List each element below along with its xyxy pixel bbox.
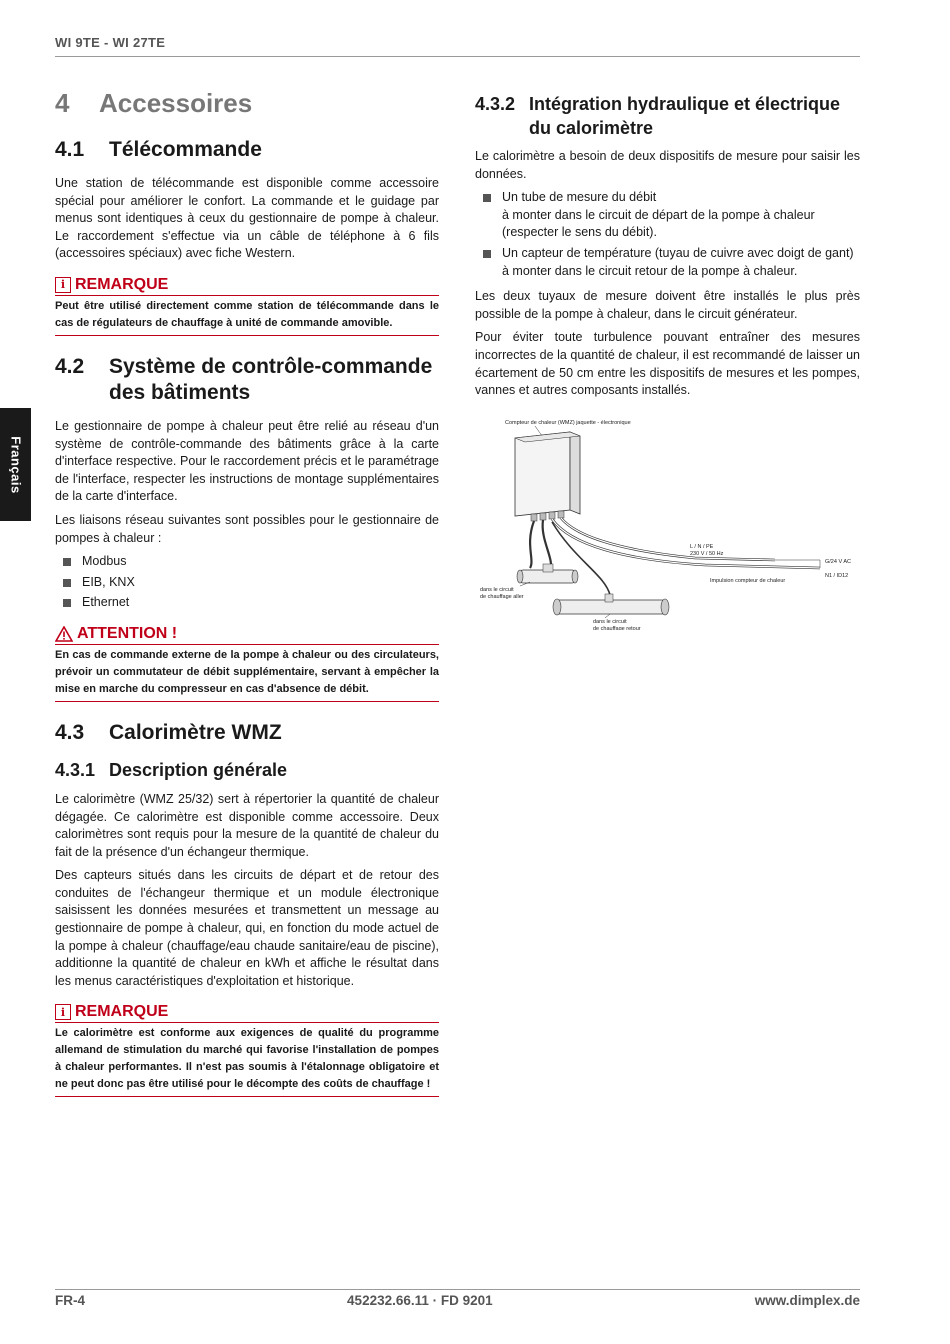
chapter-title: Accessoires — [99, 88, 253, 118]
square-bullet-icon — [483, 194, 491, 202]
info-icon: i — [55, 1004, 71, 1020]
note-text: Peut être utilisé directement comme station de télécommande dans le cas de régulateurs de chauffage à unité de commande amovible. — [55, 295, 439, 336]
footer-website: www.dimplex.de — [754, 1293, 860, 1308]
section-title: Télécommande — [109, 138, 262, 161]
paragraph: Une station de télécommande est disponible comme accessoire spécial pour améliorer le confort. La commande et le guidage par menus sont identiques à ceux du gestionnaire de pompe à chaleur. Le raccordement s'effectue via un câble de téléphone à 6 fils (accessoires spéciaux) avec fiche Western. — [55, 176, 439, 261]
page-footer — [55, 1289, 860, 1308]
device-list — [475, 189, 860, 280]
square-bullet-icon — [63, 599, 71, 607]
section-4-3-2-heading — [475, 92, 860, 140]
heat-meter-illustration — [475, 410, 860, 630]
info-icon: i — [55, 277, 71, 293]
page-header — [55, 34, 860, 57]
section-4-3-heading — [55, 720, 439, 746]
section-title: Calorimètre WMZ — [109, 720, 282, 744]
square-bullet-icon — [63, 558, 71, 566]
section-number: 4.1 — [55, 138, 85, 161]
subsection-title: Intégration hydraulique et électrique du calorimètre — [529, 94, 841, 138]
note-box — [55, 275, 439, 336]
paragraph: Des capteurs situés dans les circuits de départ et de retour des conduites de l'échangeur thermique et un module électronique saisissent les données mesurées et transmettent un message au gestionnaire de pompe à chaleur, qui, en fonction du mode actuel de la pompe à chaleur (chauffage/eau chaude sanitaire/eau de piscine), additionne la quantité de chaleur en kWh et affiche le résultat dans les menus caractéristiques d'exploitation et historique. — [55, 868, 439, 988]
subsection-title: Description générale — [109, 759, 288, 780]
diagram-label-n1: N1 / ID12 — [825, 572, 849, 579]
subsection-number: 4.3.2 — [475, 94, 516, 114]
list-item: Modbus — [55, 553, 439, 571]
header-title: WI 9TE - WI 27TE — [55, 35, 166, 50]
language-tab-label: Français — [8, 435, 23, 494]
warning-label: ATTENTION ! — [77, 624, 178, 642]
language-tab — [0, 408, 31, 521]
list-item: Un capteur de température (tuyau de cuivre avec doigt de gant) à monter dans le circuit retour de la pompe à chaleur. — [475, 245, 860, 280]
square-bullet-icon — [63, 579, 71, 587]
section-4-1-heading — [55, 137, 439, 163]
section-4-2-heading — [55, 354, 439, 406]
square-bullet-icon — [483, 250, 491, 258]
chapter-number: 4 — [55, 88, 70, 118]
diagram-label-impulse: Impulsion compteur de chaleur — [710, 577, 786, 584]
diagram-label-lnpe: L / N / PE — [690, 543, 714, 550]
section-number: 4.3 — [55, 720, 85, 744]
diagram-label-voltage: 230 V / 50 Hz — [690, 550, 724, 557]
note-text: Le calorimètre est conforme aux exigences de qualité du programme allemand de stimulation du marché qui favorise l'installation de pompes à chaleur performantes. Il n'est pas soumis à l'étalonnage obligatoire et ne peut donc pas être utilisé pour le décompte des coûts de chauffage ! — [55, 1022, 439, 1097]
note-box — [55, 1002, 439, 1097]
list-item: EIB, KNX — [55, 574, 439, 592]
paragraph: Pour éviter toute turbulence pouvant entraîner des mesures incorrectes de la quantité de chaleur, il est recommandé de laisser un écartement de 50 cm entre les dispositifs de mesures et les pompes, vannes et autres composants installés. — [475, 330, 860, 398]
warning-box — [55, 624, 439, 702]
heat-meter-diagram — [475, 410, 860, 630]
diagram-label-g24: G/24 V AC — [825, 558, 851, 565]
section-number: 4.2 — [55, 354, 85, 378]
diagram-label-aller-1: dans le circuit — [480, 586, 514, 593]
note-label: REMARQUE — [75, 275, 169, 293]
warning-triangle-icon — [55, 626, 73, 642]
note-header — [55, 275, 439, 295]
paragraph: Le calorimètre a besoin de deux dispositifs de mesure pour saisir les données. — [475, 149, 860, 181]
warning-text: En cas de commande externe de la pompe à chaleur ou des circulateurs, prévoir un commutateur de débit supplémentaire, servant à empêcher la mise en marche du compresseur en cas d'absence de débit. — [55, 644, 439, 702]
diagram-label-retour-2: de chauffage retour — [593, 625, 641, 630]
chapter-heading — [55, 88, 439, 119]
list-item: Un tube de mesure du débit à monter dans le circuit de départ de la pompe à chaleur (respecter le sens du débit). — [475, 189, 860, 242]
diagram-label-retour-1: dans le circuit — [593, 618, 627, 625]
diagram-label-top: Compteur de chaleur (WMZ) jaquette - électronique — [505, 419, 631, 426]
paragraph: Les liaisons réseau suivantes sont possibles pour le gestionnaire de pompes à chaleur : — [55, 512, 439, 545]
section-title: Système de contrôle-commande des bâtiments — [109, 354, 433, 404]
footer-page-number: FR-4 — [55, 1293, 85, 1308]
paragraph: Les deux tuyaux de mesure doivent être installés le plus près possible de la pompe à chaleur, dans le circuit générateur. — [475, 289, 860, 321]
paragraph: Le gestionnaire de pompe à chaleur peut être relié au réseau d'un système de contrôle-commande des bâtiments grâce à la carte d'interface respective. Pour le raccordement précis et le paramétrage de l'interface, respecter les instructions de montage supplémentaires de la carte d'interface. — [55, 418, 439, 504]
warning-header — [55, 624, 439, 644]
note-header — [55, 1002, 439, 1022]
subsection-number: 4.3.1 — [55, 759, 96, 780]
note-label: REMARQUE — [75, 1003, 169, 1021]
right-column — [475, 92, 860, 630]
left-column — [55, 88, 439, 1115]
list-item: Ethernet — [55, 594, 439, 612]
section-4-3-1-heading — [55, 758, 439, 782]
paragraph: Le calorimètre (WMZ 25/32) sert à répertorier la quantité de chaleur dégagée. Ce calorimètre est disponible comme accessoire. Deux calorimètres sont requis pour la mesure de la quantité de chaleur du fait de la présence d'un échangeur thermique. — [55, 791, 439, 859]
footer-document-id: 452232.66.11 · FD 9201 — [347, 1293, 493, 1308]
diagram-label-aller-2: de chauffage aller — [480, 593, 524, 600]
network-list — [55, 553, 439, 612]
